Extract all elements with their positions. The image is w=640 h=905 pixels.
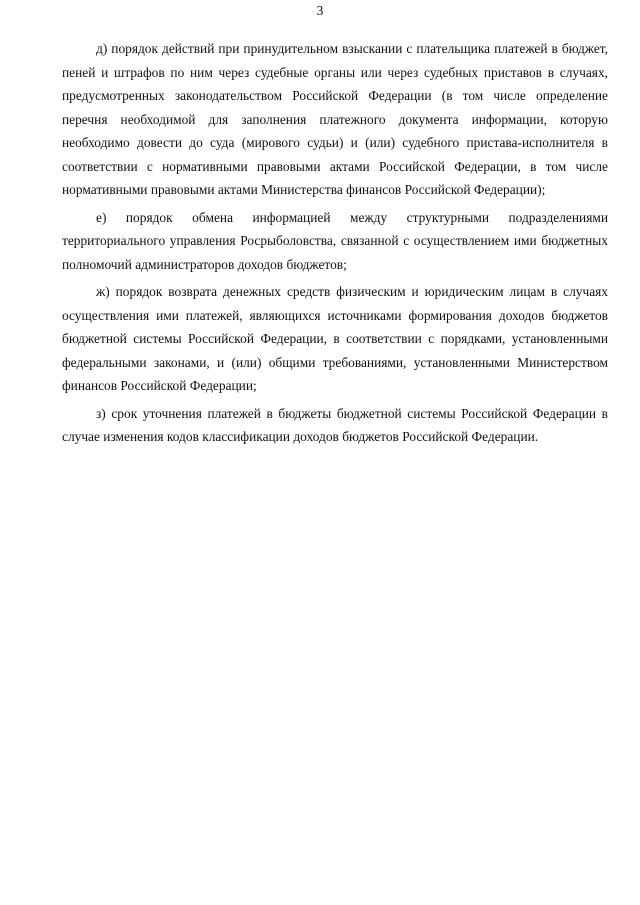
paragraph-z: з) срок уточнения платежей в бюджеты бюджетной системы Российской Федерации в случае изменения кодов классификации доходов бюджетов Российской Федерации.	[62, 405, 608, 444]
page-number: 3	[316, 3, 324, 18]
paragraph-d: д) порядок действий при принудительном взыскании с плательщика платежей в бюджет, пеней и штрафов по ним через судебные органы или через судебных приставов в случаях, предусмотренных законодательством Российской Федерации (в том числе определение перечня необходимой для заполнения платежного документа информации, которую необходимо довести до суда (мирового судьи) и (или) судебного пристава-исполнителя в соответствии с нормативными правовыми актами Российской Федерации, в том числе нормативными правовыми актами Министерства финансов Российской Федерации);	[62, 41, 608, 197]
paragraph-e: е) порядок обмена информацией между структурными подразделениями территориального управления Росрыболовства, связанной с осуществлением ими бюджетных полномочий администраторов доходов бюджетов;	[62, 209, 608, 272]
document-body	[62, 37, 608, 453]
paragraph-zh: ж) порядок возврата денежных средств физическим и юридическим лицам в случаях осуществления ими платежей, являющихся источниками формирования доходов бюджетов бюджетной системы Российской Федерации, в соответствии с порядками, установленными федеральными законами, и (или) общими требованиями, установленными Министерством финансов Российской Федерации;	[62, 284, 608, 393]
